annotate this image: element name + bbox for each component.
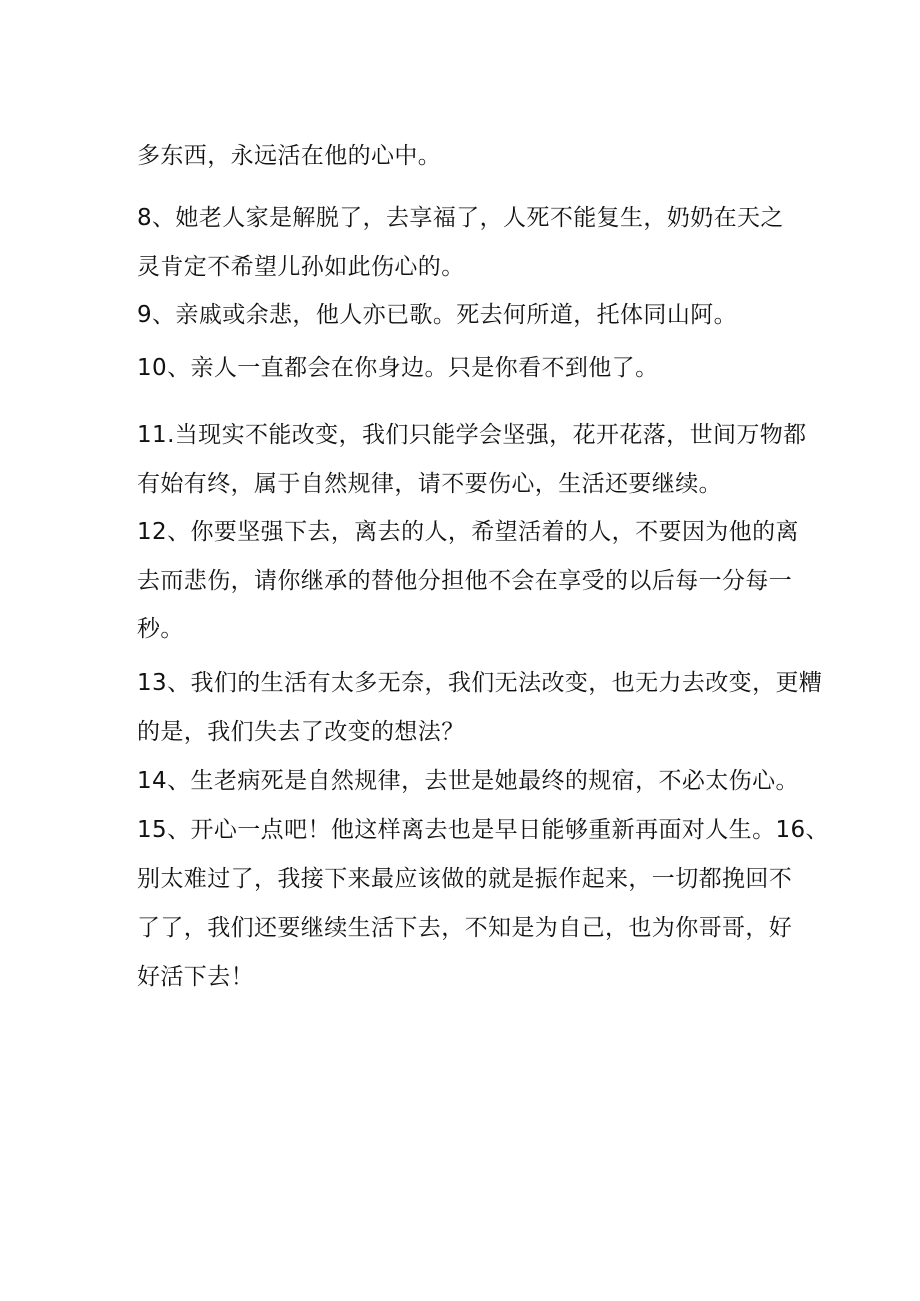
text-line: 多东西，永远活在他的心中。 (137, 143, 442, 169)
text-line: 有始有终，属于自然规律，请不要伤心，生活还要继续。 (137, 471, 722, 497)
text-line: 8、她老人家是解脱了，去享福了，人死不能复生，奶奶在天之 (137, 205, 784, 231)
text-line: 去而悲伤，请你继承的替他分担他不会在享受的以后每一分每一 (137, 568, 793, 594)
text-line: 好活下去！ (137, 964, 254, 990)
text-line: 11.当现实不能改变，我们只能学会坚强，花开花落，世间万物都 (137, 422, 807, 448)
text-line: 的是，我们失去了改变的想法？ (137, 719, 465, 745)
text-line: 9、亲戚或余悲，他人亦已歌。死去何所道，托体同山阿。 (137, 302, 738, 328)
text-line: 别太难过了，我接下来最应该做的就是振作起来，一切都挽回不 (137, 866, 793, 892)
text-line: 13、我们的生活有太多无奈，我们无法改变，也无力去改变，更糟 (137, 670, 823, 696)
text-line: 14、生老病死是自然规律，去世是她最终的规宿，不必太伤心。 (137, 768, 799, 794)
text-line: 12、你要坚强下去，离去的人，希望活着的人，不要因为他的离 (137, 519, 799, 545)
text-line: 15、开心一点吧！他这样离去也是早日能够重新再面对人生。16、 (137, 817, 829, 843)
text-line: 10、亲人一直都会在你身边。只是你看不到他了。 (137, 355, 659, 381)
text-line: 灵肯定不希望儿孙如此伤心的。 (137, 254, 465, 280)
text-line: 秒。 (137, 616, 184, 642)
text-line: 了了，我们还要继续生活下去，不知是为自己，也为你哥哥，好 (137, 915, 793, 941)
